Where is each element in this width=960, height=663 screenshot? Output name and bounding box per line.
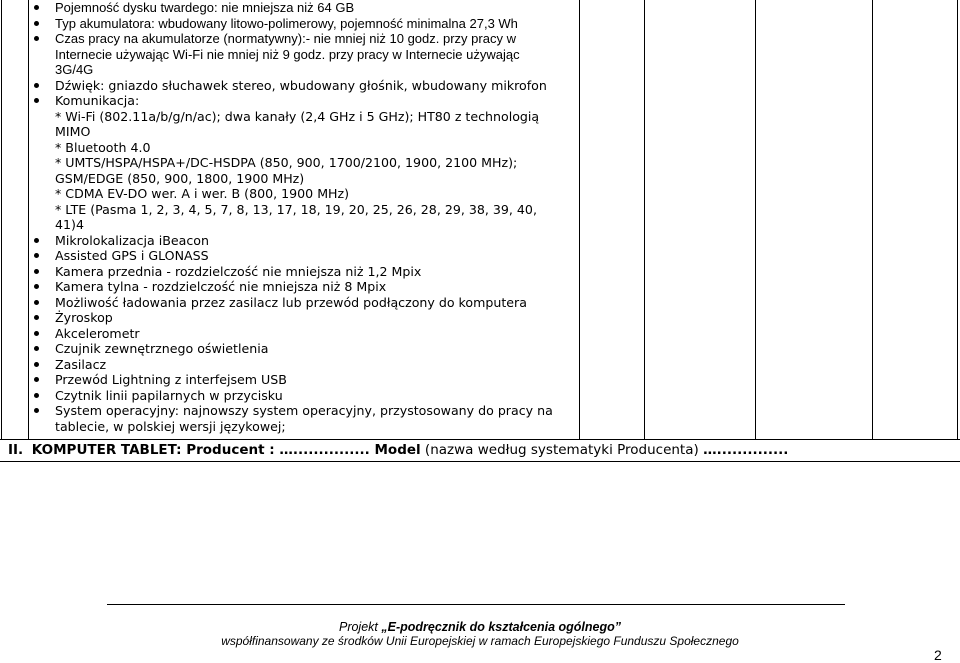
spec-item-text: * Wi-Fi (802.11a/b/g/n/ac); dwa kanały (2,4 GHz i 5 GHz); HT80 z technologią MIMO	[55, 108, 540, 139]
section-title	[8, 439, 958, 461]
model-placeholder: …..............	[703, 442, 789, 458]
spec-item	[34, 372, 554, 388]
bullet-icon	[34, 377, 39, 382]
spec-item-text: Assisted GPS i GLONASS	[55, 248, 209, 263]
bullet-icon	[34, 36, 39, 41]
table-divider	[579, 0, 580, 440]
spec-item	[34, 16, 554, 32]
bullet-icon	[34, 98, 39, 103]
producer-placeholder: …...............	[279, 442, 370, 458]
spec-item	[34, 295, 554, 311]
bullet-icon	[34, 408, 39, 413]
spec-item-text: Kamera tylna - rozdzielczość nie mniejsza niż 8 Mpix	[55, 279, 387, 294]
bullet-icon	[34, 362, 39, 367]
spec-item-text: Kamera przednia - rozdzielczość nie mniejsza niż 1,2 Mpix	[55, 263, 422, 279]
bullet-icon	[34, 83, 39, 88]
spec-item	[34, 78, 554, 94]
bullet-icon	[34, 393, 39, 398]
page-number: 2	[934, 647, 942, 663]
spec-item-text: Przewód Lightning z interfejsem USB	[55, 372, 287, 387]
spec-item-text: * Bluetooth 4.0	[55, 139, 151, 155]
bullet-icon	[34, 269, 39, 274]
bullet-icon	[34, 238, 39, 243]
spec-item	[34, 403, 554, 434]
spec-item-text: Komunikacja:	[55, 93, 140, 108]
spec-item-text: Żyroskop	[55, 310, 113, 325]
bullet-icon	[34, 284, 39, 289]
spec-item-text: Dźwięk: gniazdo słuchawek stereo, wbudowany głośnik, wbudowany mikrofon	[55, 77, 547, 93]
spec-item	[34, 264, 554, 280]
spec-item-text: Czytnik linii papilarnych w przycisku	[55, 387, 283, 403]
spec-item-text: Czas pracy na akumulatorze (normatywny):- nie mniej niż 10 godz. przy pracy w Internecie używając Wi-Fi nie mniej niż 9 godz. przy pracy w Internecie używając 3G/4G	[55, 31, 520, 77]
spec-item-text: Możliwość ładowania przez zasilacz lub przewód podłączony do komputera	[55, 294, 527, 310]
bullet-icon	[34, 315, 39, 320]
spec-item	[34, 310, 554, 326]
spec-item	[34, 388, 554, 404]
bullet-icon	[34, 21, 39, 26]
bullet-icon	[34, 331, 39, 336]
spec-item-text: Akcelerometr	[55, 325, 140, 341]
footer-rule	[107, 604, 845, 605]
spec-item	[34, 357, 554, 373]
section-bottom-rule	[0, 461, 960, 462]
spec-item-text: Pojemność dysku twardego: nie mniejsza niż 64 GB	[55, 0, 355, 15]
table-divider	[644, 0, 645, 440]
footer-project-name: „E-podręcznik do kształcenia ogólnego”	[381, 620, 621, 634]
spec-item	[34, 341, 554, 357]
table-border-left	[1, 0, 2, 440]
table-divider	[755, 0, 756, 440]
spec-item	[34, 279, 554, 295]
section-heading: KOMPUTER TABLET: Producent :	[31, 442, 280, 458]
spec-item-text: Zasilacz	[55, 356, 107, 372]
spec-item	[34, 0, 554, 16]
spec-item-text: System operacyjny: najnowszy system operacyjny, przystosowany do pracy na tablecie, w polskiej wersji językowej;	[55, 403, 553, 434]
spec-list	[34, 0, 554, 434]
bullet-icon	[34, 253, 39, 258]
footer-project-prefix: Projekt	[338, 620, 382, 634]
spec-item	[34, 186, 554, 202]
footer-project	[0, 620, 960, 634]
bullet-icon	[34, 5, 39, 10]
spec-item	[34, 140, 554, 156]
spec-item-text: * UMTS/HSPA/HSPA+/DC-HSDPA (850, 900, 1700/2100, 1900, 2100 MHz); GSM/EDGE (850, 900, 1800, 1900 MHz)	[55, 155, 518, 186]
model-note: (nazwa według systematyki Producenta)	[420, 442, 704, 458]
table-border-right	[957, 0, 958, 440]
table-divider	[28, 0, 29, 440]
spec-item-text: * LTE (Pasma 1, 2, 3, 4, 5, 7, 8, 13, 17, 18, 19, 20, 25, 26, 28, 29, 38, 39, 40, 41)4	[55, 201, 537, 232]
bullet-icon	[34, 346, 39, 351]
spec-item	[34, 93, 554, 109]
spec-item	[34, 326, 554, 342]
section-number: II.	[8, 442, 24, 458]
spec-item	[34, 155, 554, 186]
footer-cofinance: współfinansowany ze środków Unii Europejskiej w ramach Europejskiego Funduszu Społecznego	[221, 634, 739, 648]
spec-item-text: Mikrolokalizacja iBeacon	[55, 232, 209, 248]
bullet-icon	[34, 300, 39, 305]
spec-item	[34, 233, 554, 249]
spec-item	[34, 248, 554, 264]
model-label: Model	[369, 442, 421, 458]
spec-item-text: Czujnik zewnętrznego oświetlenia	[55, 341, 269, 356]
table-divider	[872, 0, 873, 440]
spec-item	[34, 109, 554, 140]
spec-item-text: Typ akumulatora: wbudowany litowo-polimerowy, pojemność minimalna 27,3 Wh	[55, 15, 518, 31]
spec-item-text: * CDMA EV-DO wer. A i wer. B (800, 1900 MHz)	[55, 186, 350, 201]
spec-item	[34, 31, 554, 78]
spec-item	[34, 202, 554, 233]
